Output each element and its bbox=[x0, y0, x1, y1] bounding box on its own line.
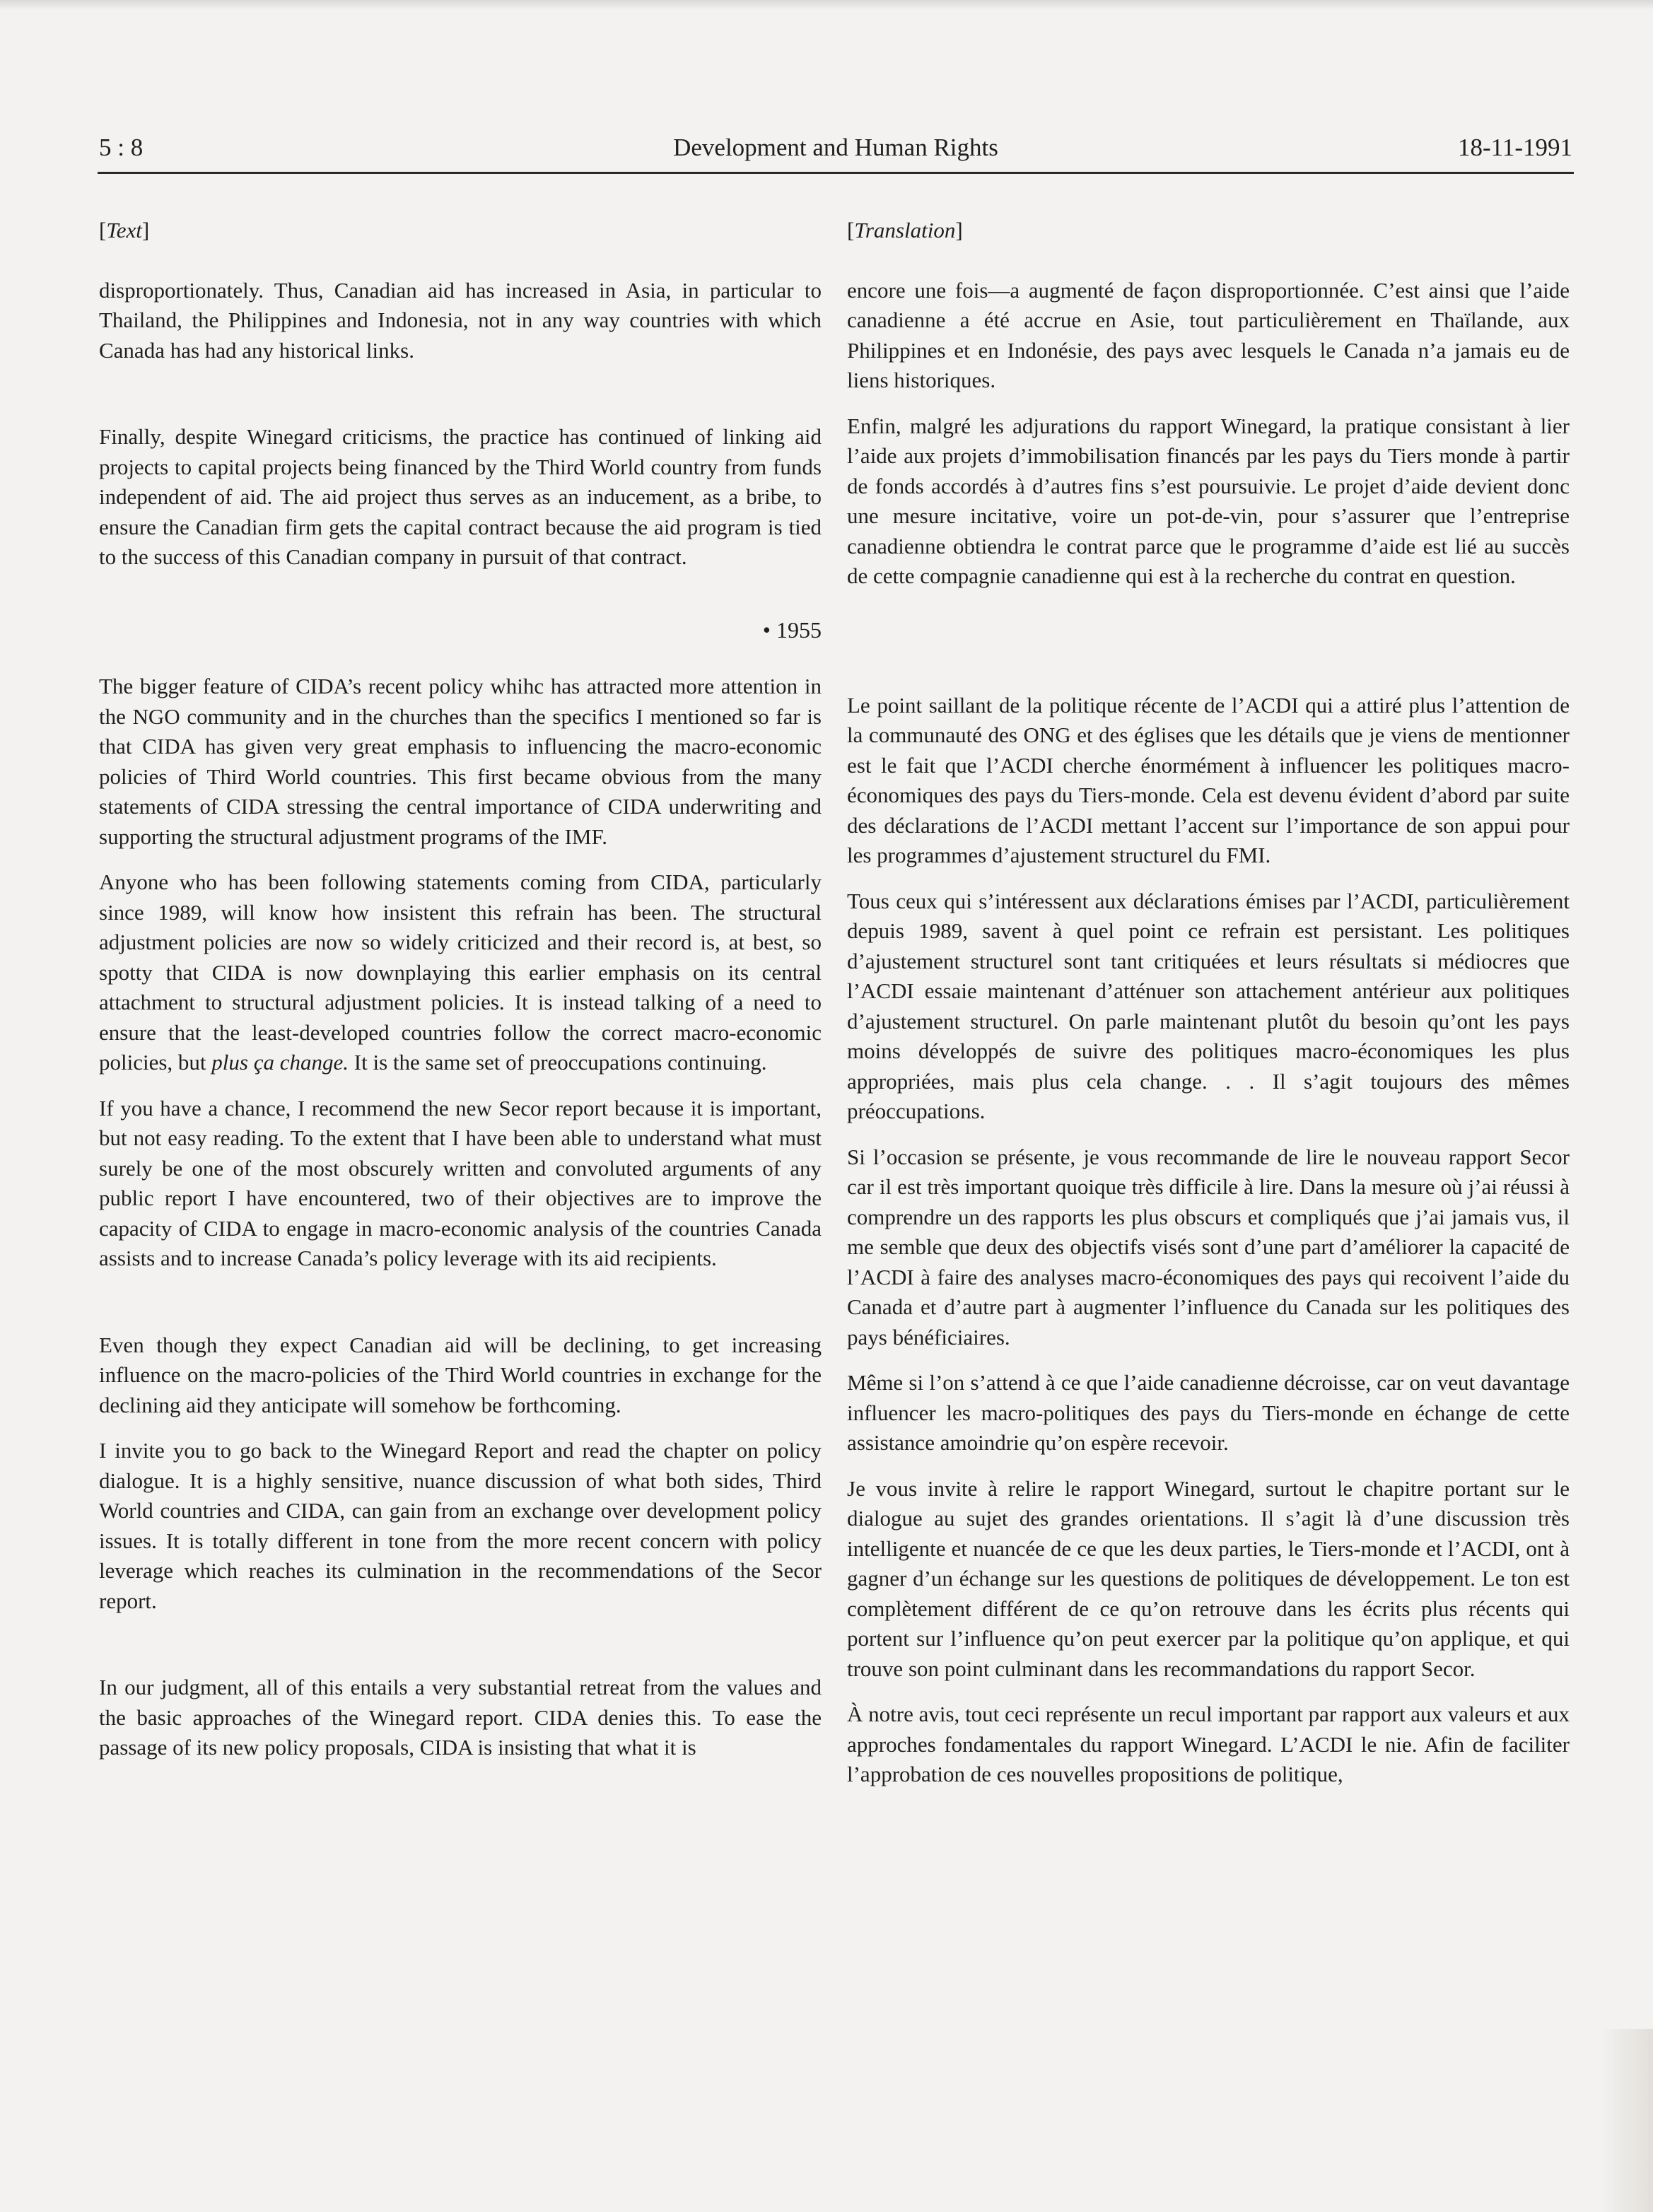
paragraph: Even though they expect Canadian aid will be declining, to get increasing influence on the macro-policies of the Third World countries in exchange for the declining aid they anticipate will somehow be forthcoming. bbox=[99, 1332, 822, 1417]
document-title: Development and Human Rights bbox=[673, 134, 998, 161]
paragraph: The bigger feature of CIDA’s recent policy whihc has attracted more attention in the NGO community and in the churches than the specifics I mentioned so far is that CIDA has given very great emphasis to influencing the macro-economic policies of Third World countries. This first became obvious from the many statements of CIDA stressing the central importance of CIDA underwriting and supporting the structural adjustment programs of the IMF. bbox=[99, 674, 822, 849]
time-stamp: • 1955 bbox=[762, 616, 822, 643]
italic-phrase: plus ça change. bbox=[211, 1050, 349, 1075]
translation-column-french bbox=[847, 216, 1570, 1790]
paragraph: Je vous invite à relire le rapport Winegard, surtout le chapitre portant sur le dialogue au sujet des grandes orientations. Il s’agit là d’une discussion très intelligente et nuancée de ce que les deux parties, le Tiers-monde et l’ACDI, ont à gagner d’un échange sur les questions de politiques de développement. Le ton est complètement différent de ce qu’on retrouve dans les écrits plus récents qui portent sur l’influence qu’on peut exercer par la politique qu’on applique, et qui trouve son point culminant dans les recommandations du rapport Secor. bbox=[847, 1475, 1570, 1681]
paragraph: Tous ceux qui s’intéressent aux déclarations émises par l’ACDI, particulièrement depuis 1989, savent à quel point ce refrain est persistant. Les politiques d’ajustement structurel sont tant critiquées et leurs résultats si médiocres que l’ACDI essaie maintenant d’atténuer son attachement antérieur aux politiques d’ajustement structurel. On parle maintenant plutôt du besoin qu’ont les pays moins développés de suivre des politiques macro-économiques les plus appropriées, mais plus cela change. . . Il s’agit toujours des mêmes préoccupations. bbox=[847, 888, 1570, 1123]
column-label-text: [Text] bbox=[99, 218, 150, 242]
paragraph: encore une fois—a augmenté de façon disproportionnée. C’est ainsi que l’aide canadienne a été accrue en Asie, tout particulièrement en Thaïlande, aux Philippines et en Indonésie, des pays avec lesquels le Canada n’a jamais eu de liens historiques. bbox=[847, 277, 1570, 392]
scan-edge-shadow bbox=[1599, 2029, 1653, 2212]
paragraph: Enfin, malgré les adjurations du rapport Winegard, la pratique consistant à lier l’aide aux projets d’immobilisation financés par les pays du Tiers monde à partir de fonds accordés à d’autres fins s’est poursuivie. Le projet d’aide devient donc une mesure incitative, voire un pot-de-vin, pour s’assurer que l’entreprise canadienne obtiendra le contrat parce que le programme d’aide est lié au succès de cette compagnie canadienne qui est à la recherche du contrat en question. bbox=[847, 413, 1570, 588]
paragraph: In our judgment, all of this entails a very substantial retreat from the values and the basic approaches of the Winegard report. CIDA denies this. To ease the passage of its new policy proposals, CIDA is insisting that what it is bbox=[99, 1675, 822, 1760]
paragraph: Même si l’on s’attend à ce que l’aide canadienne décroisse, car on veut davantage influencer les macro-politiques des pays du Tiers-monde en échange de cette assistance amoindrie qu’on espère recevoir. bbox=[847, 1370, 1570, 1455]
paragraph: Le point saillant de la politique récente de l’ACDI qui a attiré plus l’attention de la communauté des ONG et des églises que les détails que je viens de mentionner est le fait que l’ACDI cherche énormément à influencer les politiques macro-économiques des pays du Tiers-monde. Cela est devenu évident d’abord par suite des déclarations de l’ACDI mettant l’accent sur l’importance de son appui pour les programmes d’ajustement structurel du FMI. bbox=[847, 692, 1570, 867]
paragraph: Anyone who has been following statements coming from CIDA, particularly since 1989, will know how insistent this refrain has been. The structural adjustment policies are now so widely criticized and their record is, at best, so spotty that CIDA is now downplaying this earlier emphasis on its central attachment to structural adjustment policies. It is instead talking of a need to ensure that the least-developed countries follow the correct macro-economic policies, but plus ça change. It is the same set of preoccupations continuing. bbox=[99, 870, 822, 1075]
paragraph: disproportionately. Thus, Canadian aid has increased in Asia, in particular to Thailand, the Philippines and Indonesia, not in any way countries with which Canada has had any historical links. bbox=[99, 277, 822, 363]
text-column-english bbox=[99, 216, 822, 1763]
sitting-date: 18-11-1991 bbox=[1457, 134, 1572, 161]
paragraph: Finally, despite Winegard criticisms, the practice has continued of linking aid projects to capital projects being financed by the Third World country from funds independent of aid. The aid project thus serves as an inducement, as a bribe, to ensure the Canadian firm gets the capital contract because the aid program is tied to the success of this Canadian company in pursuit of that contract. bbox=[99, 424, 822, 569]
time-stamp-spacer bbox=[847, 592, 1570, 691]
paragraph: I invite you to go back to the Winegard Report and read the chapter on policy dialogue. It is a highly sensitive, nuance discussion of what both sides, Third World countries and CIDA, can gain from an exchange over development policy issues. It is totally different in tone from the more recent concern with policy leverage which reaches its culmination in the recommendations of the Secor report. bbox=[99, 1438, 822, 1613]
column-label-translation: [Translation] bbox=[847, 218, 963, 242]
page-header bbox=[98, 129, 1574, 174]
paragraph: À notre avis, tout ceci représente un recul important par rapport aux valeurs et aux approches fondamentales du rapport Winegard. L’ACDI le nie. Afin de faciliter l’approbation de ces nouvelles propositions de politique, bbox=[847, 1702, 1570, 1786]
page-number: 5 : 8 bbox=[99, 134, 144, 161]
paragraph: Si l’occasion se présente, je vous recommande de lire le nouveau rapport Secor car il est très important quoique très difficile à lire. Dans la mesure où j’ai réussi à comprendre un des rapports les plus obscurs et compliqués que j’ai jamais vus, il me semble que deux des objectifs visés sont d’une part d’améliorer la capacité de l’ACDI à faire des analyses macro-économiques des pays qui recoivent l’aide du Canada et d’autre part à augmenter l’influence du Canada sur les politiques des pays bénéficiaires. bbox=[847, 1144, 1570, 1350]
paragraph: If you have a chance, I recommend the new Secor report because it is important, but not easy reading. To the extent that I have been able to understand what must surely be one of the most obscurely written and convoluted arguments of any public report I have encountered, two of their objectives are to improve the capacity of CIDA to engage in macro-economic analysis of the countries Canada assists and to increase Canada’s policy leverage with its aid recipients. bbox=[99, 1095, 822, 1270]
scan-top-edge bbox=[0, 0, 1653, 10]
